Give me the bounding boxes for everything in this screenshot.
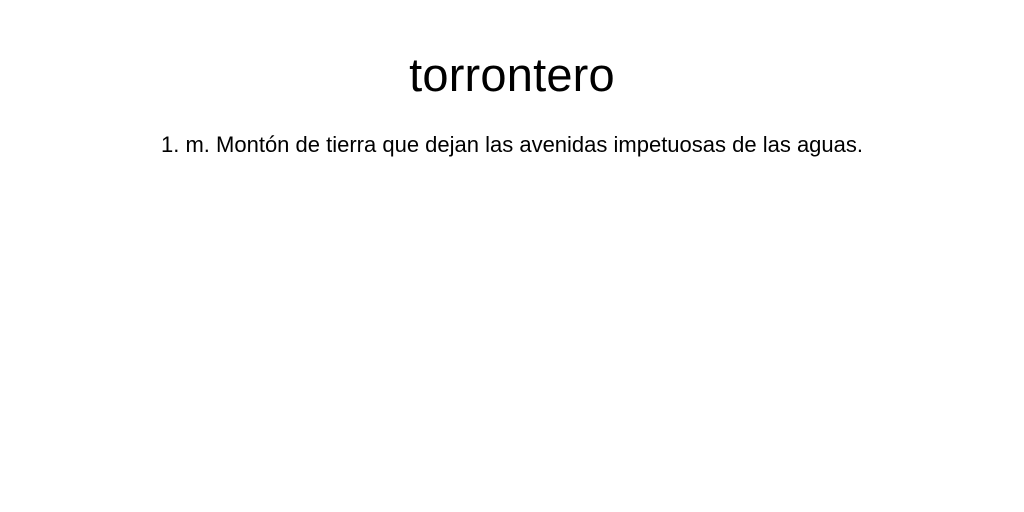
definition-1 <box>0 131 1024 159</box>
headword: torrontero <box>409 48 615 101</box>
definition-number: 1. <box>160 132 180 157</box>
grammar-tag: m. <box>185 132 210 157</box>
definition-text: Montón de tierra que dejan las avenidas impetuosas de las aguas. <box>216 132 864 157</box>
